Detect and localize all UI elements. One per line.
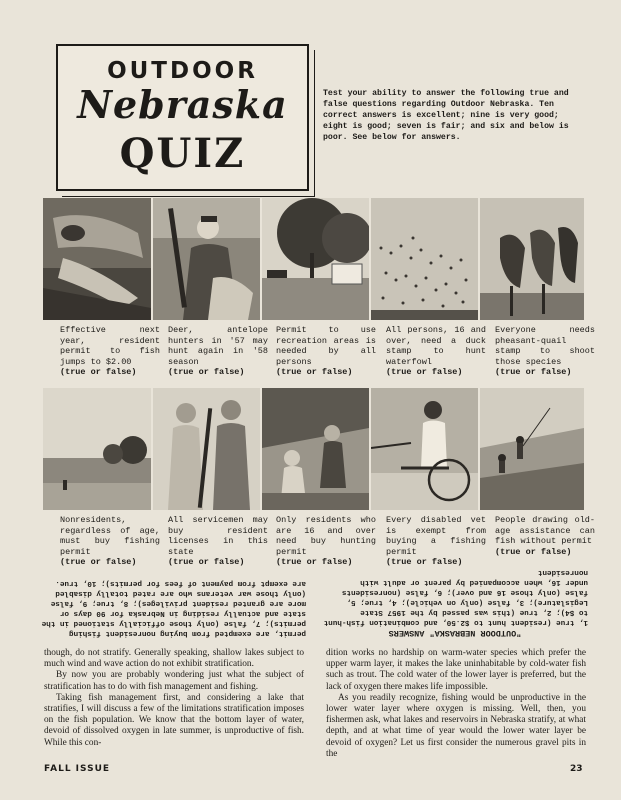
question-10: [495, 515, 595, 557]
question-10-text: People drawing old-age assistance can fish without permit: [495, 515, 595, 546]
body-paragraph: dition works no hardship on warm-water species which prefer the upper warm layer, it makes the lake uninhabitable by cold-water fish such as trout. The cold water of the lower layer is preferred, but the lack of oxygen there makes life impossible.: [326, 648, 586, 692]
waterfowl-flock-photo: [371, 198, 478, 320]
pheasants-photo: [480, 198, 584, 320]
question-8-text: Only residents who are 16 and over need buy hunting permit: [276, 515, 376, 557]
elderly-fishing-photo: [480, 388, 584, 510]
answers-text-b: permit, are exempted from buying nonresident fishing permits); 7, false (only those officially stationed in the state and actually residing in Nebraska for 90 days or more are granted resident privileges); 8, true; 9, false (only those war veterans who are rated totally disabled are exempt from payment of fees for permits); 10, true.: [41, 579, 306, 637]
question-9-true-false: (true or false): [386, 557, 463, 567]
answers-column-b: [40, 578, 306, 638]
boys-hunting-photo: [262, 388, 369, 510]
question-6: [60, 515, 160, 568]
title-box: [56, 44, 309, 191]
page-number: 23: [570, 764, 583, 774]
question-6-text: Nonresidents, regardless of age, must buy fishing permit: [60, 515, 160, 557]
question-2-text: Deer, antelope hunters in '57 may hunt again in '58 season: [168, 325, 268, 367]
hunter-with-rifle-photo: [153, 198, 260, 320]
question-1: [60, 325, 160, 378]
title-quiz: QUIZ: [119, 130, 246, 177]
question-9-text: Every disabled vet is exempt from buying a fishing permit: [386, 515, 486, 557]
question-10-true-false: (true or false): [495, 546, 572, 557]
body-paragraph: As you readily recognize, fishing would be unproductive in the lower water layer where oxygen is missing. Well, then, you fishermen ask, what lakes and reservoirs in Nebraska stratify, at what depth, and at what time of year would the lower water layer be devoid of oxygen? Let us first consider the numerous gravel pits in the: [326, 692, 586, 759]
lake-shore-photo: [43, 388, 151, 510]
body-paragraph: Taking fish management first, and considering a lake that stratifies, I will discuss a few of the limitations stratification imposes on the fish population. We know that the bottom layer of water, devoid of dissolved oxygen in late summer, is unproductive of fish. While this con-: [44, 692, 304, 748]
fish-on-grass-photo: [43, 198, 151, 320]
servicemen-photo: [153, 388, 260, 510]
question-2: [168, 325, 268, 378]
body-column-left: [44, 648, 304, 749]
question-3-true-false: (true or false): [276, 367, 353, 377]
issue-label: FALL ISSUE: [44, 764, 111, 774]
question-3-text: Permit to use recreation areas is needed by all persons: [276, 325, 376, 367]
answers-text-a: 1, true (resident hunt to $2.50, and combination fish-hunt to $4); 2, true (this was passed by the 1957 State Legislature); 3, false (only on vehicle); 4, true; 5, false (only those 16 and over); 6, false (nonresidents under 16, when accompanied by parent or adult with nonresident: [323, 568, 588, 626]
body-column-right: [326, 648, 586, 760]
question-4-text: All persons, 16 and over, need a duck stamp to hunt waterfowl: [386, 325, 486, 367]
question-5-true-false: (true or false): [495, 367, 572, 377]
wheelchair-vet-photo: [371, 388, 478, 510]
question-7-true-false: (true or false): [168, 557, 245, 567]
title-outdoor: OUTDOOR: [107, 58, 258, 84]
question-7-text: All servicemen may buy resident licenses in this state: [168, 515, 268, 557]
question-5: [495, 325, 595, 378]
body-paragraph: though, do not stratify. Generally speaking, shallow lakes subject to much wind and wave action do not exhibit stratification.: [44, 648, 304, 670]
body-paragraph: By now you are probably wondering just what the subject of stratification has to do with fish management and fishing.: [44, 670, 304, 692]
question-2-true-false: (true or false): [168, 367, 245, 377]
answers-box: [40, 570, 588, 642]
question-6-true-false: (true or false): [60, 557, 137, 567]
title-nebraska: Nebraska: [77, 82, 288, 127]
question-7: [168, 515, 268, 568]
question-8-true-false: (true or false): [276, 557, 353, 567]
question-9: [386, 515, 486, 568]
question-1-true-false: (true or false): [60, 367, 137, 377]
recreation-area-photo: [262, 198, 369, 320]
answers-heading: "OUTDOOR NEBRASKA" ANSWERS: [388, 628, 522, 638]
quiz-intro: Test your ability to answer the following true and false questions regarding Outdoor Nebraska. Ten correct answers is excellent; nine is very good; eight is good; seven is fair; and six and below is poor. See below for answers.: [323, 89, 569, 142]
question-4: [386, 325, 486, 378]
question-8: [276, 515, 376, 568]
question-5-text: Everyone needs pheasant-quail stamp to shoot those species: [495, 325, 595, 367]
answers-column-a: [322, 567, 588, 638]
question-4-true-false: (true or false): [386, 367, 463, 377]
question-1-text: Effective next year, resident permit to fish jumps to $2.00: [60, 325, 160, 367]
question-3: [276, 325, 376, 378]
